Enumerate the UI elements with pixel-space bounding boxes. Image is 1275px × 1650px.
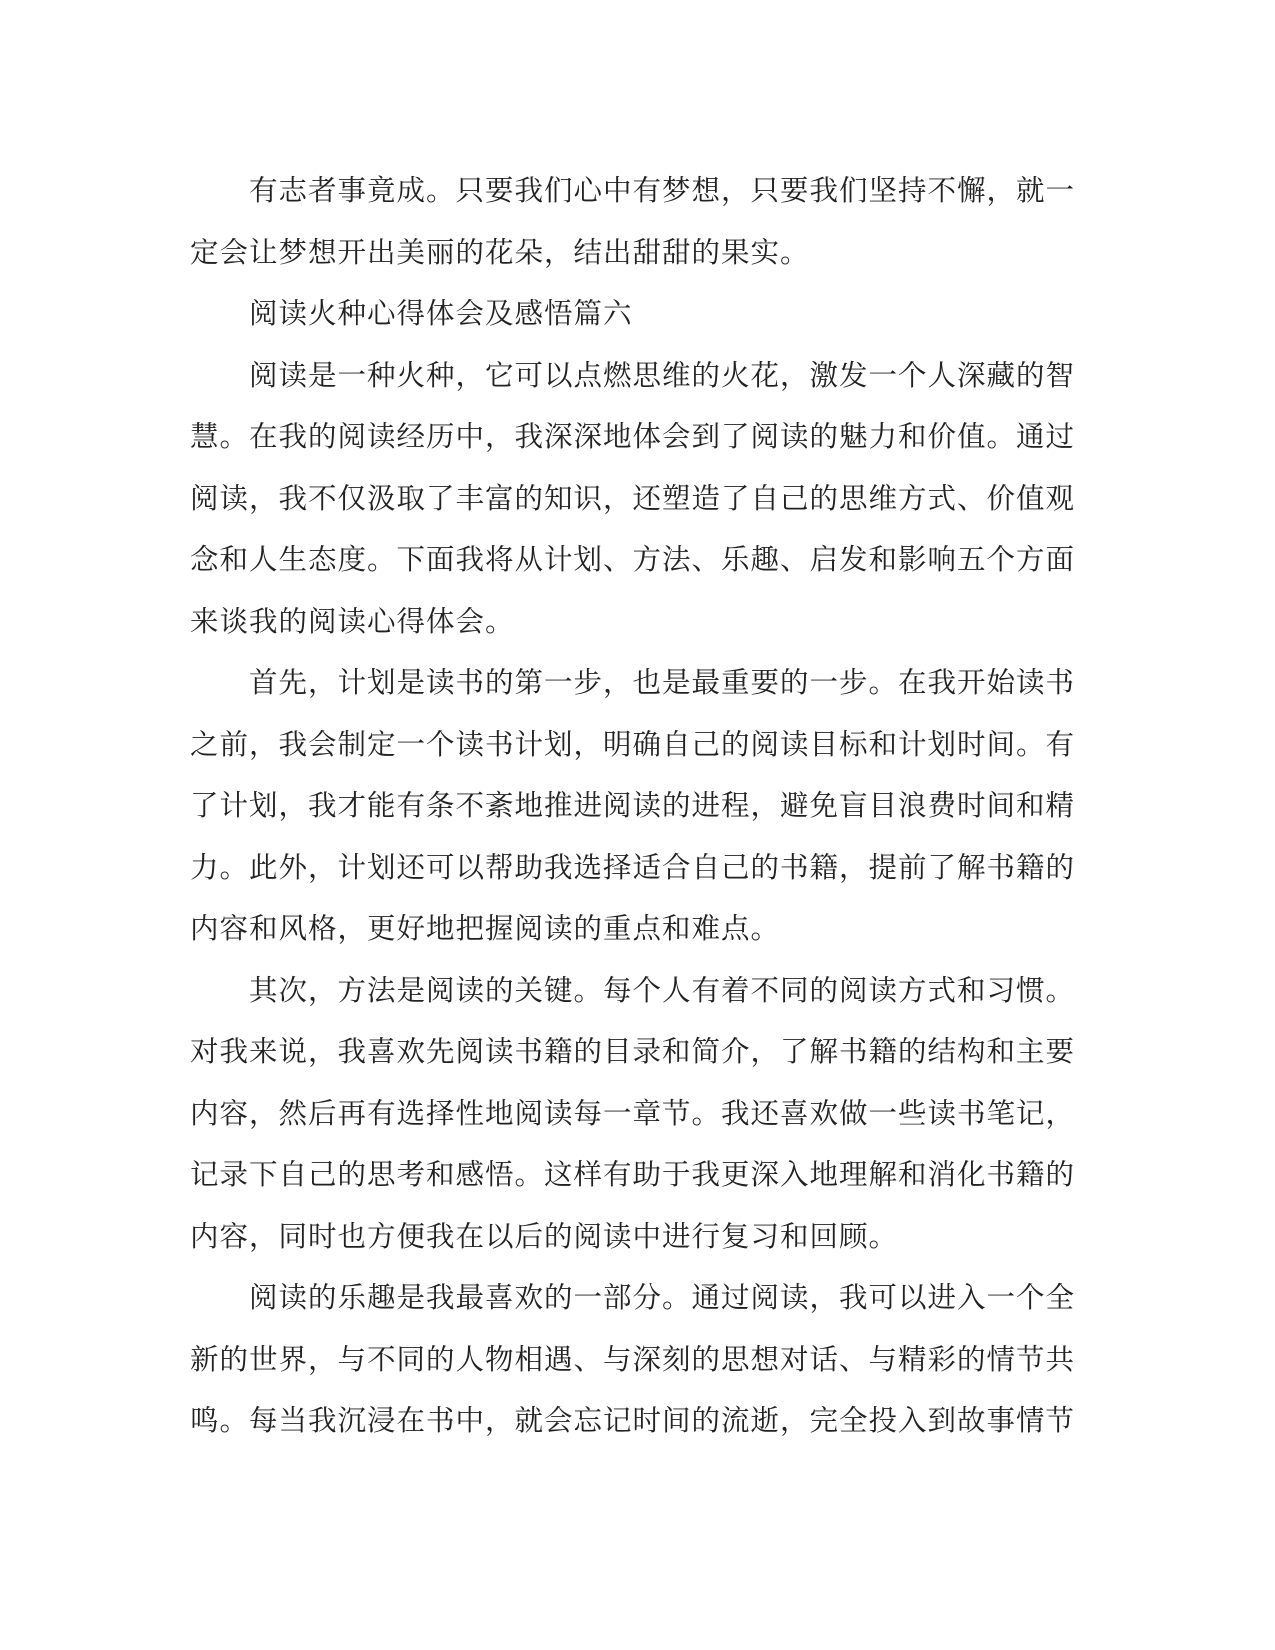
paragraph-fun: 阅读的乐趣是我最喜欢的一部分。通过阅读，我可以进入一个全新的世界，与不同的人物相遇、与深刻的思想对话、与精彩的情节共鸣。每当我沉浸在书中，就会忘记时间的流逝，完全投入到故事情节 [190,1281,1076,1437]
paragraph-intro: 阅读是一种火种，它可以点燃思维的火花，激发一个人深藏的智慧。在我的阅读经历中，我深深地体会到了阅读的魅力和价值。通过阅读，我不仅汲取了丰富的知识，还塑造了自己的思维方式、价值观念和人生态度。下面我将从计划、方法、乐趣、启发和影响五个方面来谈我的阅读心得体会。 [190,358,1076,638]
paragraph-plan: 首先，计划是读书的第一步，也是最重要的一步。在我开始读书之前，我会制定一个读书计划，明确自己的阅读目标和计划时间。有了计划，我才能有条不紊地推进阅读的进程，避免盲目浪费时间和精力。此外，计划还可以帮助我选择适合自己的书籍，提前了解书籍的内容和风格，更好地把握阅读的重点和难点。 [190,666,1076,945]
paragraph-method: 其次，方法是阅读的关键。每个人有着不同的阅读方式和习惯。对我来说，我喜欢先阅读书籍的目录和简介，了解书籍的结构和主要内容，然后再有选择性地阅读每一章节。我还喜欢做一些读书笔记，记录下自己的思考和感悟。这样有助于我更深入地理解和消化书籍的内容，同时也方便我在以后的阅读中进行复习和回顾。 [190,973,1076,1253]
paragraph-closing-line: 有志者事竟成。只要我们心中有梦想，只要我们坚持不懈，就一定会让梦想开出美丽的花朵，结出甜甜的果实。 [190,174,1076,269]
section-heading: 阅读火种心得体会及感悟篇六 [249,297,633,330]
document-body [190,160,1075,1452]
